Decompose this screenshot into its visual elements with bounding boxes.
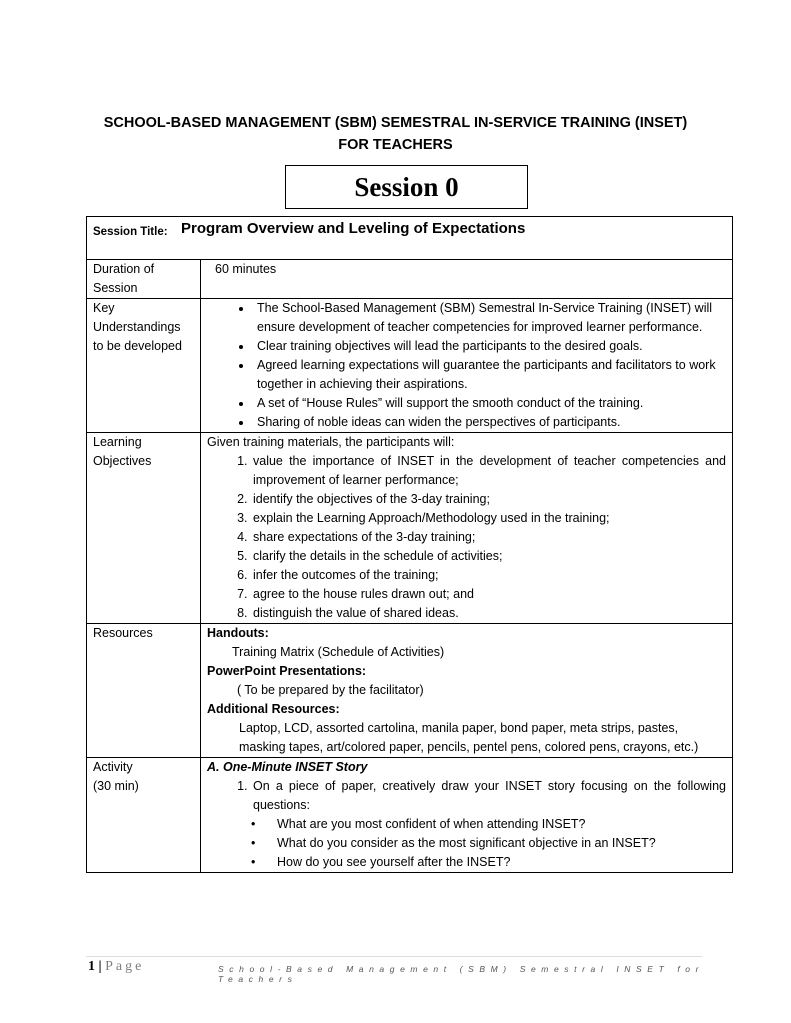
handouts-heading: Handouts: bbox=[207, 626, 269, 640]
resources-label: Resources bbox=[87, 624, 201, 758]
list-item: • Agreed learning expectations will guarantee the participants and facilitators to work together in achieving their aspirations. bbox=[253, 356, 726, 394]
footer-divider bbox=[86, 956, 702, 957]
list-item: • What are you most confident of when attending INSET? bbox=[275, 815, 726, 834]
learning-objectives-row bbox=[87, 433, 733, 624]
list-item: • What do you consider as the most significant objective in an INSET? bbox=[275, 834, 726, 853]
learning-objectives-label: Learning Objectives bbox=[87, 433, 201, 624]
duration-value-cell bbox=[201, 260, 733, 299]
list-item: 6. infer the outcomes of the training; bbox=[251, 566, 726, 585]
footer-running-title: School-Based Management (SBM) Semestral INSET for Teachers bbox=[218, 964, 705, 984]
list-item: 1. value the importance of INSET in the development of teacher competencies and improvement of learner performance; bbox=[251, 452, 726, 490]
list-item: 3. explain the Learning Approach/Methodology used in the training; bbox=[251, 509, 726, 528]
session-title-cell bbox=[87, 217, 733, 260]
list-item: 7. agree to the house rules drawn out; and bbox=[251, 585, 726, 604]
ppt-heading: PowerPoint Presentations: bbox=[207, 664, 367, 678]
list-item bbox=[251, 777, 726, 872]
list-item: 8. distinguish the value of shared ideas. bbox=[251, 604, 726, 623]
list-item: • Sharing of noble ideas can widen the perspectives of participants. bbox=[253, 413, 726, 432]
additional-resources-heading: Additional Resources: bbox=[207, 702, 340, 716]
activity-row bbox=[87, 758, 733, 873]
document-title-line2: FOR TEACHERS bbox=[338, 137, 453, 153]
handouts-value: Training Matrix (Schedule of Activities) bbox=[232, 645, 445, 659]
duration-row bbox=[87, 260, 733, 299]
list-item: 5. clarify the details in the schedule of activities; bbox=[251, 547, 726, 566]
activity-cell bbox=[201, 758, 733, 873]
resources-cell bbox=[201, 624, 733, 758]
activity-label bbox=[87, 758, 201, 873]
additional-resources-value: Laptop, LCD, assorted cartolina, manila paper, bond paper, meta strips, pastes, masking tapes, art/colored paper, pencils, pentel pens, colored pens, crayons, etc.) bbox=[239, 721, 699, 754]
activity-step-text: On a piece of paper, creatively draw your INSET story focusing on the following questions: bbox=[253, 779, 726, 812]
session-title-value: Program Overview and Leveling of Expectations bbox=[181, 220, 526, 237]
learning-objectives-list bbox=[207, 452, 726, 623]
list-item: • A set of “House Rules” will support the smooth conduct of the training. bbox=[253, 394, 726, 413]
key-understandings-label: Key Understandings to be developed bbox=[87, 299, 201, 433]
activity-label-line2: (30 min) bbox=[93, 779, 139, 793]
footer-page-number bbox=[88, 959, 144, 975]
list-item: • Clear training objectives will lead the participants to the desired goals. bbox=[253, 337, 726, 356]
duration-value: 60 minutes bbox=[215, 262, 277, 276]
duration-label: Duration of Session bbox=[87, 260, 201, 299]
list-item: • How do you see yourself after the INSET? bbox=[275, 853, 726, 872]
activity-label-line1: Activity bbox=[93, 760, 133, 774]
session-table bbox=[86, 216, 733, 873]
activity-heading: A. One-Minute INSET Story bbox=[207, 760, 368, 774]
list-item: 2. identify the objectives of the 3-day training; bbox=[251, 490, 726, 509]
learning-objectives-intro: Given training materials, the participants will: bbox=[207, 435, 455, 449]
key-understandings-row bbox=[87, 299, 733, 433]
session-title-row bbox=[87, 217, 733, 260]
list-item: • The School-Based Management (SBM) Semestral In-Service Training (INSET) will ensure development of teacher competencies for improved learner performance. bbox=[253, 299, 726, 337]
document-title-line1: SCHOOL-BASED MANAGEMENT (SBM) SEMESTRAL IN-SERVICE TRAINING (INSET) bbox=[103, 115, 688, 131]
key-understandings-cell bbox=[201, 299, 733, 433]
page-number: 1 | bbox=[88, 959, 102, 974]
list-item: 4. share expectations of the 3-day training; bbox=[251, 528, 726, 547]
resources-row bbox=[87, 624, 733, 758]
session-title-label: Session Title: bbox=[93, 226, 168, 238]
session-heading: Session 0 bbox=[285, 165, 528, 209]
page-word: Page bbox=[105, 959, 145, 974]
activity-questions bbox=[253, 815, 726, 872]
key-understandings-list bbox=[207, 299, 726, 432]
ppt-value: ( To be prepared by the facilitator) bbox=[237, 683, 424, 697]
activity-steps bbox=[207, 777, 726, 872]
learning-objectives-cell bbox=[201, 433, 733, 624]
